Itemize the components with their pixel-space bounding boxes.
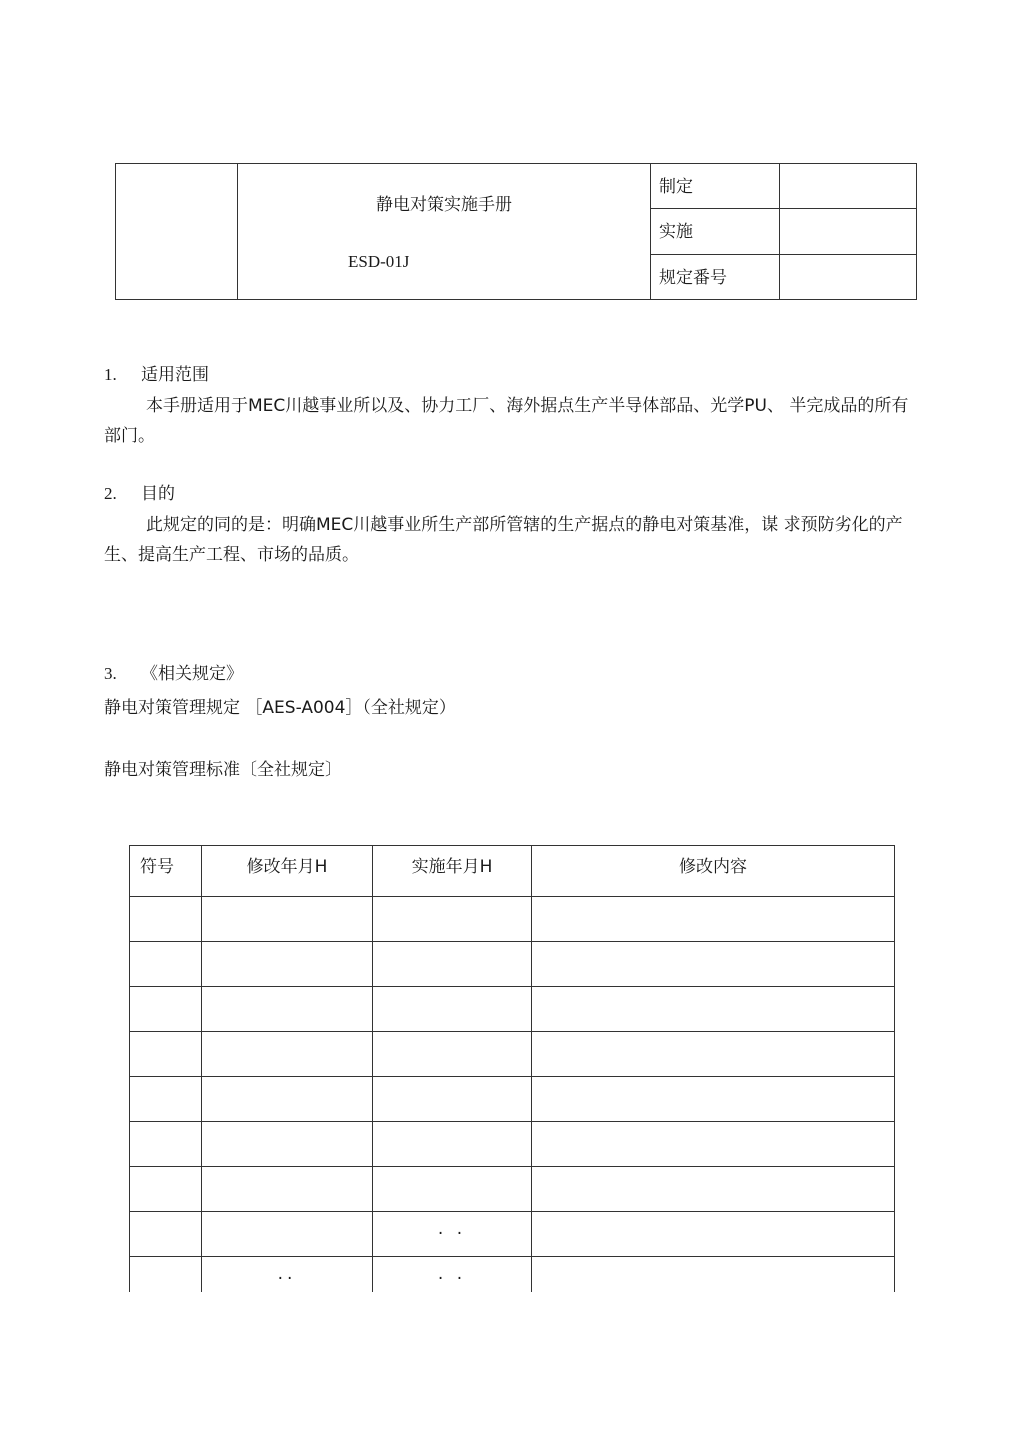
column-header-implementation-date: 实施年月H — [373, 846, 532, 897]
table-cell — [532, 1167, 895, 1212]
value-implemented — [780, 209, 917, 254]
column-header-symbol: 符号 — [130, 846, 202, 897]
section-2-body — [104, 510, 914, 570]
table-row — [130, 897, 895, 942]
table-cell — [202, 1077, 373, 1122]
table-cell — [202, 1122, 373, 1167]
table-cell — [373, 1032, 532, 1077]
table-cell — [130, 1122, 202, 1167]
document-code: ESD-01J — [348, 252, 410, 271]
section-title: 目的 — [141, 484, 175, 504]
table-cell — [202, 942, 373, 987]
section-paragraph: 本手册适用于MEC川越事业所以及、协力工厂、海外据点生产半导体部品、光学PU、 半完成品的所有部门。 — [104, 396, 909, 446]
table-cell — [130, 942, 202, 987]
revision-table — [129, 845, 895, 1301]
table-cell: ·· — [202, 1257, 373, 1302]
section-number: 2. — [104, 484, 117, 503]
column-header-revision-date: 修改年月H — [202, 846, 373, 897]
table-cell — [373, 1122, 532, 1167]
table-row — [130, 1167, 895, 1212]
section-number: 3. — [104, 664, 117, 683]
table-row — [130, 1212, 895, 1257]
table-cell — [202, 1032, 373, 1077]
table-cell — [532, 897, 895, 942]
table-cell — [532, 1122, 895, 1167]
table-cell — [202, 897, 373, 942]
document-title: 静电对策实施手册 — [376, 195, 512, 215]
table-row — [130, 1122, 895, 1167]
table-cell — [130, 987, 202, 1032]
label-enacted: 制定 — [651, 164, 780, 209]
table-cell — [202, 1212, 373, 1257]
table-cell — [130, 1032, 202, 1077]
related-regulation-2: 静电对策管理标准〔全社规定〕 — [104, 760, 342, 780]
table-cell — [373, 897, 532, 942]
column-header-revision-content: 修改内容 — [532, 846, 895, 897]
table-cell — [532, 1077, 895, 1122]
value-regulation-number — [780, 254, 917, 299]
table-header-row — [130, 846, 895, 897]
section-1-body — [104, 391, 914, 451]
section-3-heading — [104, 659, 914, 689]
table-cell — [130, 1077, 202, 1122]
table-cell — [373, 1167, 532, 1212]
table-cell — [130, 1167, 202, 1212]
table-cell — [373, 942, 532, 987]
header-table — [115, 163, 917, 300]
table-cell — [202, 987, 373, 1032]
table-cell — [532, 1032, 895, 1077]
table-cell — [373, 987, 532, 1032]
table-row — [130, 987, 895, 1032]
section-title: 适用范围 — [141, 365, 209, 385]
table-row — [130, 1077, 895, 1122]
table-cell — [130, 897, 202, 942]
title-cell — [238, 164, 651, 300]
logo-cell — [116, 164, 238, 300]
label-regulation-number: 规定番号 — [651, 254, 780, 299]
table-cell: · · — [373, 1212, 532, 1257]
table-row — [130, 942, 895, 987]
table-cell — [373, 1077, 532, 1122]
table-cell — [130, 1212, 202, 1257]
page-bottom-margin — [0, 1292, 1024, 1449]
table-cell — [532, 1212, 895, 1257]
table-cell — [202, 1167, 373, 1212]
table-cell — [532, 942, 895, 987]
section-title: 《相关规定》 — [141, 664, 243, 684]
related-regulation-1: 静电对策管理规定 ［AES-A004］（全社规定） — [104, 698, 456, 718]
label-implemented: 实施 — [651, 209, 780, 254]
table-cell — [532, 987, 895, 1032]
value-enacted — [780, 164, 917, 209]
section-2-heading — [104, 479, 914, 509]
section-1-heading — [104, 360, 914, 390]
section-paragraph: 此规定的同的是：明确MEC川越事业所生产部所管辖的生产据点的静电对策基准，谋 求预防劣化的产生、提高生产工程、市场的品质。 — [104, 515, 903, 565]
section-number: 1. — [104, 365, 117, 384]
table-cell: · · — [373, 1257, 532, 1302]
table-row — [130, 1032, 895, 1077]
